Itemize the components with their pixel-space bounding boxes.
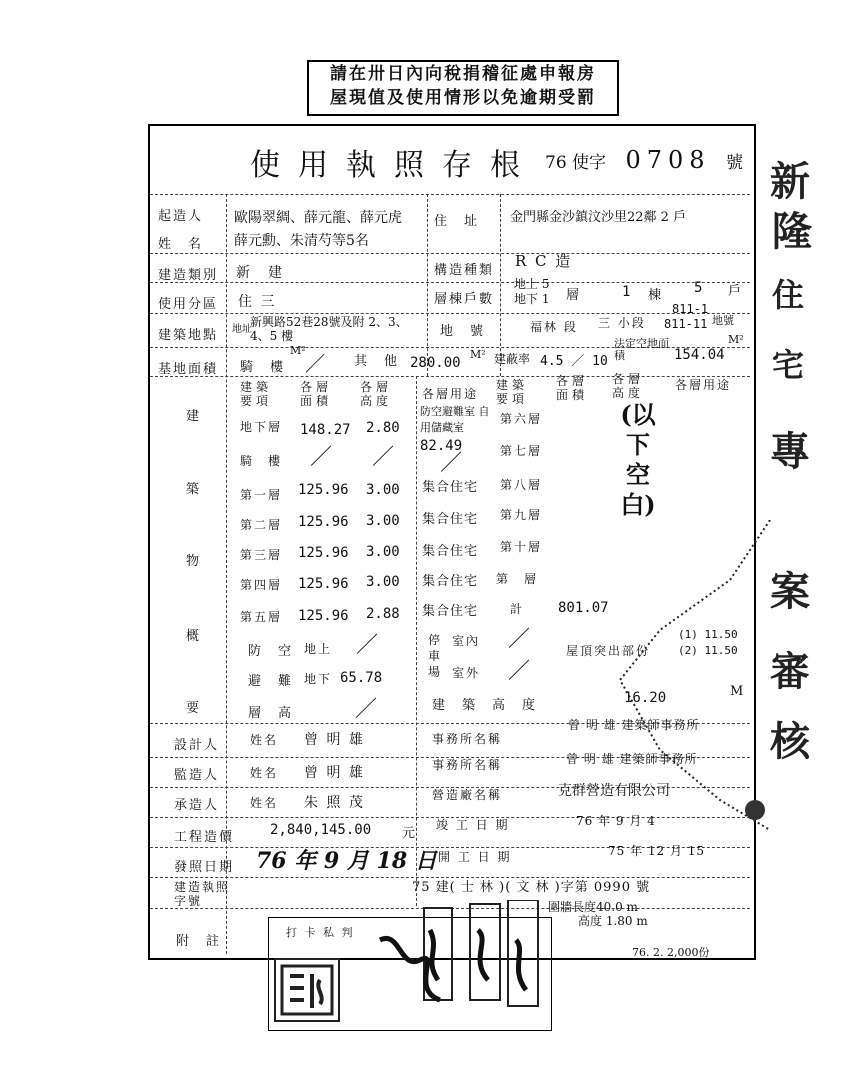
coverage-value: 4.5 ／ 10 xyxy=(540,354,608,369)
floor-use: 集合住宅 xyxy=(422,480,479,495)
shelter-below: 65.78 xyxy=(340,670,383,686)
supervisor: 曾 明 雄 xyxy=(304,765,365,781)
parking-in-label: 室內 xyxy=(452,634,481,648)
side-char-3: 住 xyxy=(772,276,805,314)
col-use-right: 各層用途 xyxy=(675,378,732,392)
divider xyxy=(150,253,750,254)
start-label: 開 工 日 期 xyxy=(438,850,512,864)
upper-floor-blank: 第 層 xyxy=(496,572,539,586)
roof-2: (2) 11.50 xyxy=(678,644,738,657)
floor-name: 第二層 xyxy=(240,518,283,532)
floors-below: 地下 1 xyxy=(514,292,550,306)
base-area-label: 基地面積 xyxy=(158,362,219,377)
address: 金門縣金沙鎮汶沙里22鄰 2 戶 xyxy=(510,210,687,225)
floor-use-area: 82.49 xyxy=(420,438,463,454)
designer-office-label: 事務所名稱 xyxy=(432,732,503,746)
seal-mark-icon xyxy=(276,960,338,1020)
roof-1: (1) 11.50 xyxy=(678,628,738,641)
side-char-4: 宅 xyxy=(772,346,805,384)
floor-name: 地下層 xyxy=(240,420,283,434)
floor-area: 125.96 xyxy=(298,482,349,498)
complete-label: 竣 工 日 期 xyxy=(436,818,510,832)
shelter-label: 防 空 xyxy=(248,644,294,659)
divider xyxy=(150,282,750,283)
col-height-right: 各層高度 xyxy=(612,372,645,400)
structure: R C 造 xyxy=(515,252,573,270)
floor-use: 集合住宅 xyxy=(422,512,479,527)
form-title: 使用執照存根 xyxy=(250,148,538,183)
floor-use: 集合住宅 xyxy=(422,544,479,559)
shelter-above: ／ xyxy=(356,633,379,658)
lot-no-1: 811-1 xyxy=(672,302,709,316)
other-area: 280.00 xyxy=(410,355,461,371)
contractor: 朱 照 茂 xyxy=(304,795,365,811)
lot-section: 福林 段 xyxy=(530,320,578,334)
unit-m: M xyxy=(730,684,746,699)
contractor-name-label: 姓名 xyxy=(250,796,279,810)
wall-length: 圍牆長度40.0 m xyxy=(548,900,638,914)
total-label: 計 xyxy=(510,602,525,616)
section-label-4: 概 xyxy=(186,629,202,644)
cost-unit: 元 xyxy=(402,826,418,841)
height-value: 16.20 xyxy=(624,690,667,706)
side-char-5: 專 xyxy=(770,428,810,475)
floor-use: 集合住宅 xyxy=(422,604,479,619)
permit-suffix: 號 xyxy=(725,153,743,173)
cost: 2,840,145.00 xyxy=(270,822,372,838)
start-date: 75 年 12 月 15 xyxy=(608,844,706,858)
mezz-label: 層 高 xyxy=(248,706,294,721)
floor-use: 集合住宅 xyxy=(422,574,479,589)
col-item-left: 建築要項 xyxy=(240,380,273,408)
floor-name: 第五層 xyxy=(240,610,283,624)
divider xyxy=(427,194,428,376)
col-use-left: 各層用途 xyxy=(422,387,479,401)
complete-date: 76 年 9 月 4 xyxy=(576,814,656,828)
permit-number xyxy=(545,146,743,174)
designer-office: 曾 明 雄 建築師事務所 xyxy=(568,718,700,732)
license-label: 建造執照字號 xyxy=(174,880,231,908)
unit-m2: M² xyxy=(290,344,306,357)
zone-label: 使用分區 xyxy=(158,297,219,312)
builder-label: 起造人 xyxy=(158,209,204,224)
mezz-value: ／ xyxy=(355,697,378,722)
wall-height: 高度 1.80 m xyxy=(578,914,648,928)
households-count: 5 xyxy=(694,280,703,296)
floors-above: 地上 5 xyxy=(514,277,550,291)
floor-use: ／ xyxy=(440,451,463,476)
legal-open-area: 154.04 xyxy=(674,347,725,363)
floor-area: 125.96 xyxy=(298,514,349,530)
floor-name: 騎 樓 xyxy=(240,454,283,468)
section-label-1: 建 xyxy=(186,409,202,424)
floor-area: 125.96 xyxy=(298,608,349,624)
buildings-unit: 棟 xyxy=(648,288,664,303)
col-area-right: 各層面積 xyxy=(556,374,589,402)
divider xyxy=(500,194,501,376)
floors-unit: 層 xyxy=(566,288,582,303)
site-prefix: 地址 xyxy=(232,324,252,335)
signature-stamps-icon xyxy=(370,900,550,1020)
floor-area: ／ xyxy=(310,445,333,470)
builder-names-2: 薛元勳、朱清芍等5名 xyxy=(234,233,369,249)
builder-names-1: 歐陽翠綢、薛元龍、薛元虎 xyxy=(234,210,402,226)
shelter-above-label: 地上 xyxy=(304,642,333,656)
parking-out: ／ xyxy=(508,659,531,684)
parking-in: ／ xyxy=(508,627,531,652)
side-char-1: 新 xyxy=(770,158,810,205)
name-label: 姓 名 xyxy=(158,237,204,252)
floor-height: 3.00 xyxy=(366,513,400,529)
evac-label: 避 難 xyxy=(248,674,294,689)
official-seal xyxy=(274,958,340,1022)
legal-open-label: 法定空地面積 xyxy=(614,337,669,362)
upper-floor-10: 第十層 xyxy=(500,540,543,554)
floor-area: 125.96 xyxy=(298,545,349,561)
side-char-2: 隆 xyxy=(772,208,812,255)
other-label: 其 他 xyxy=(354,354,400,369)
floor-height: 2.88 xyxy=(366,606,400,622)
side-char-6: 案 xyxy=(770,568,810,615)
divider xyxy=(150,194,750,195)
upper-floor-6: 第六層 xyxy=(500,412,543,426)
upper-floor-7: 第七層 xyxy=(500,444,543,458)
floor-area: 148.27 xyxy=(300,422,351,438)
factory: 克群營造有限公司 xyxy=(558,783,670,799)
shelter-below-label: 地下 xyxy=(304,672,333,686)
floor-height: 3.00 xyxy=(366,574,400,590)
buildings-count: 1 xyxy=(622,284,631,300)
issue-date: 76 年 9 月 18 日 xyxy=(256,848,437,874)
coverage-label: 建蔽率 xyxy=(494,352,531,366)
site-address: 新興路52巷28號及附 2、3、4、5 樓 xyxy=(250,315,408,343)
permit-no: 0708 xyxy=(625,146,711,174)
height-label: 建 築 高 度 xyxy=(432,698,538,713)
structure-label: 構造種類 xyxy=(434,263,495,278)
stamp-text: 打 卡 私 判 xyxy=(286,926,355,939)
floor-name: 第四層 xyxy=(240,578,283,592)
license-number: 75 建( 士 林 )( 文 林 )字第 0990 號 xyxy=(412,880,651,895)
parking-label: 停車場 xyxy=(428,633,443,679)
build-type: 新 建 xyxy=(236,265,284,281)
designer-name-label: 姓名 xyxy=(250,733,279,747)
parking-out-label: 室外 xyxy=(452,666,481,680)
total-area: 801.07 xyxy=(558,600,609,616)
side-char-8: 核 xyxy=(770,718,810,765)
print-note: 76. 2. 2,000份 xyxy=(632,946,710,959)
floor-height: 3.00 xyxy=(366,544,400,560)
lot-suffix: 地號 xyxy=(712,314,734,327)
lot-subsection: 三 小段 xyxy=(598,316,646,330)
upper-floor-8: 第八層 xyxy=(500,478,543,492)
floors-label: 層棟戶數 xyxy=(434,292,495,307)
supervisor-label: 監造人 xyxy=(174,768,220,783)
divider xyxy=(150,313,750,314)
arcade-area: ／ xyxy=(305,352,325,376)
torn-corner-icon xyxy=(600,520,800,840)
floor-use: 防空避難室 自用儲藏室 xyxy=(420,405,490,434)
tax-notice xyxy=(307,60,619,116)
designer: 曾 明 雄 xyxy=(304,732,365,748)
floor-height: 3.00 xyxy=(366,482,400,498)
side-char-7: 審 xyxy=(770,648,810,695)
section-label-2: 築 xyxy=(186,482,202,497)
households-unit: 戶 xyxy=(728,284,744,299)
issue-label: 發照日期 xyxy=(174,860,235,875)
tax-notice-line-2: 屋現值及使用情形以免逾期受罰 xyxy=(330,88,596,108)
floor-name: 第三層 xyxy=(240,548,283,562)
col-item-right: 建築要項 xyxy=(496,378,529,406)
arcade-label: 騎 樓 xyxy=(240,360,286,375)
site-label: 建築地點 xyxy=(158,328,219,343)
floor-height: 2.80 xyxy=(366,420,400,436)
supervisor-office: 曾 明 雄 建築師事務所 xyxy=(566,752,698,766)
floor-name: 第一層 xyxy=(240,488,283,502)
blank-note: (以下空白) xyxy=(620,400,656,519)
col-area-left: 各層面積 xyxy=(300,380,333,408)
supervisor-office-label: 事務所名稱 xyxy=(432,758,503,772)
unit-m2: M² xyxy=(470,348,486,361)
supervisor-name-label: 姓名 xyxy=(250,766,279,780)
cost-label: 工程造價 xyxy=(174,830,235,845)
upper-floor-9: 第九層 xyxy=(500,508,543,522)
designer-label: 設計人 xyxy=(174,738,220,753)
build-type-label: 建造類別 xyxy=(158,268,219,283)
col-height-left: 各層高度 xyxy=(360,380,393,408)
section-label-5: 要 xyxy=(186,701,202,716)
lot-no-2: 811-11 xyxy=(664,317,708,331)
unit-m2: M² xyxy=(728,333,744,346)
section-label-3: 物 xyxy=(186,554,202,569)
factory-label: 營造廠名稱 xyxy=(432,788,503,802)
floor-height: ／ xyxy=(372,445,395,470)
contractor-label: 承造人 xyxy=(174,798,220,813)
divider xyxy=(150,376,750,377)
remarks-label: 附 註 xyxy=(176,934,222,949)
address-label: 住 址 xyxy=(434,214,480,229)
tax-notice-line-1: 請在卅日內向稅捐稽征處申報房 xyxy=(330,64,596,84)
permit-word: 使字 xyxy=(572,153,607,173)
permit-year: 76 xyxy=(545,153,567,173)
zone: 住 三 xyxy=(238,294,277,310)
lot-label: 地 號 xyxy=(440,324,486,339)
floor-area: 125.96 xyxy=(298,576,349,592)
roof-label: 屋頂突出部份 xyxy=(566,644,651,658)
